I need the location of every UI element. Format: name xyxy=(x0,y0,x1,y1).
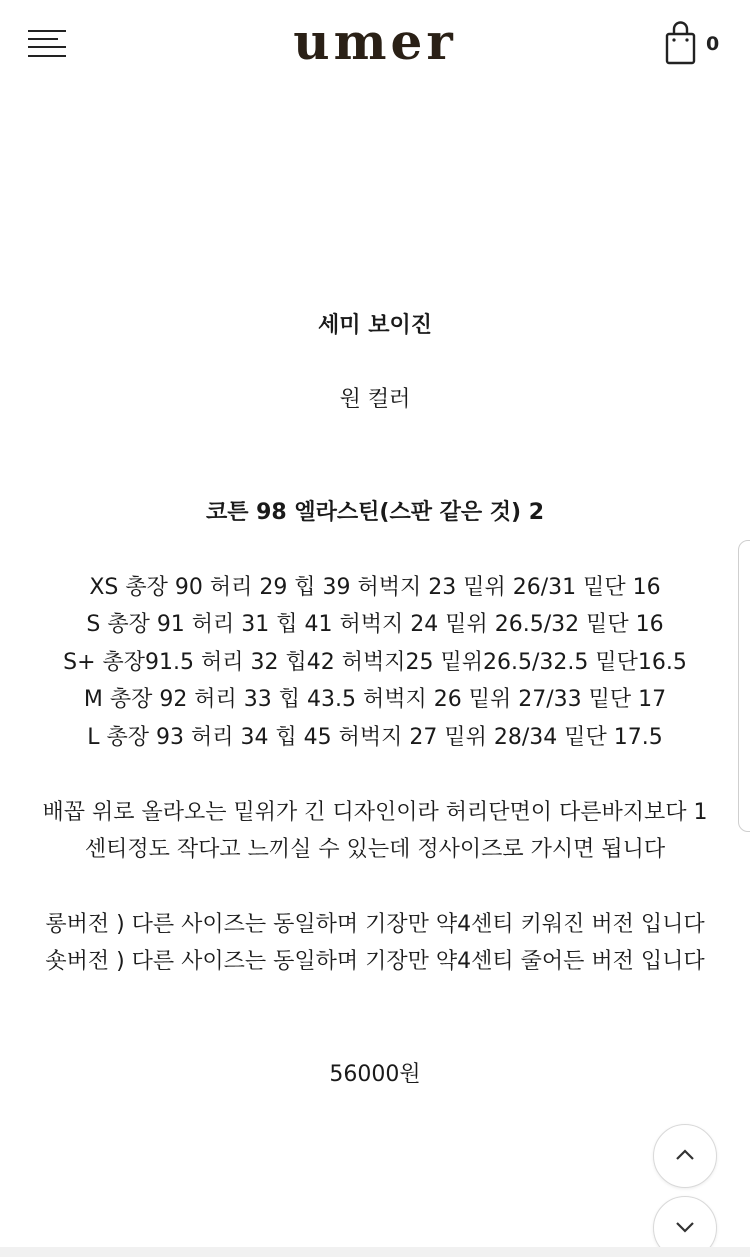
size-row: XS 총장 90 허리 29 힙 39 허벅지 23 밑위 26/31 밑단 16 xyxy=(89,575,661,600)
version-note: 숏버전 ) 다른 사이즈는 동일하며 기장만 약4센티 줄어든 버전 입니다 xyxy=(45,949,705,974)
version-note: 롱버전 ) 다른 사이즈는 동일하며 기장만 약4센티 키워진 버전 입니다 xyxy=(45,912,705,937)
scroll-indicator[interactable] xyxy=(738,540,750,832)
fit-note-line: 배꼽 위로 올라오는 밑위가 긴 디자인이라 허리단면이 다른바지보다 1 xyxy=(42,800,708,825)
chevron-up-icon xyxy=(675,1147,695,1163)
scroll-top-button[interactable] xyxy=(653,1124,717,1188)
size-row: M 총장 92 허리 33 힙 43.5 허벅지 26 밑위 27/33 밑단 17 xyxy=(83,687,667,712)
product-color: 원 컬러 xyxy=(339,387,411,412)
header xyxy=(0,0,750,90)
cart-button[interactable] xyxy=(664,20,724,66)
cart-count-badge: 0 xyxy=(706,33,720,55)
bottom-bar xyxy=(0,1247,750,1257)
size-row: L 총장 93 허리 34 힙 45 허벅지 27 밑위 28/34 밑단 17.5 xyxy=(87,725,663,750)
product-price: 56000원 xyxy=(329,1062,421,1087)
product-name: 세미 보이진 xyxy=(318,313,432,338)
shopping-bag-icon xyxy=(664,20,698,66)
brand-logo[interactable]: umer xyxy=(293,12,457,71)
chevron-down-icon xyxy=(675,1219,695,1235)
size-row: S+ 총장91.5 허리 32 힙42 허벅지25 밑위26.5/32.5 밑단16.5 xyxy=(63,650,687,675)
size-row: S 총장 91 허리 31 힙 41 허벅지 24 밑위 26.5/32 밑단 16 xyxy=(86,612,664,637)
product-material: 코튼 98 엘라스틴(스판 같은 것) 2 xyxy=(205,500,545,525)
fit-note-line: 센티정도 작다고 느끼실 수 있는데 정사이즈로 가시면 됩니다 xyxy=(84,837,666,862)
